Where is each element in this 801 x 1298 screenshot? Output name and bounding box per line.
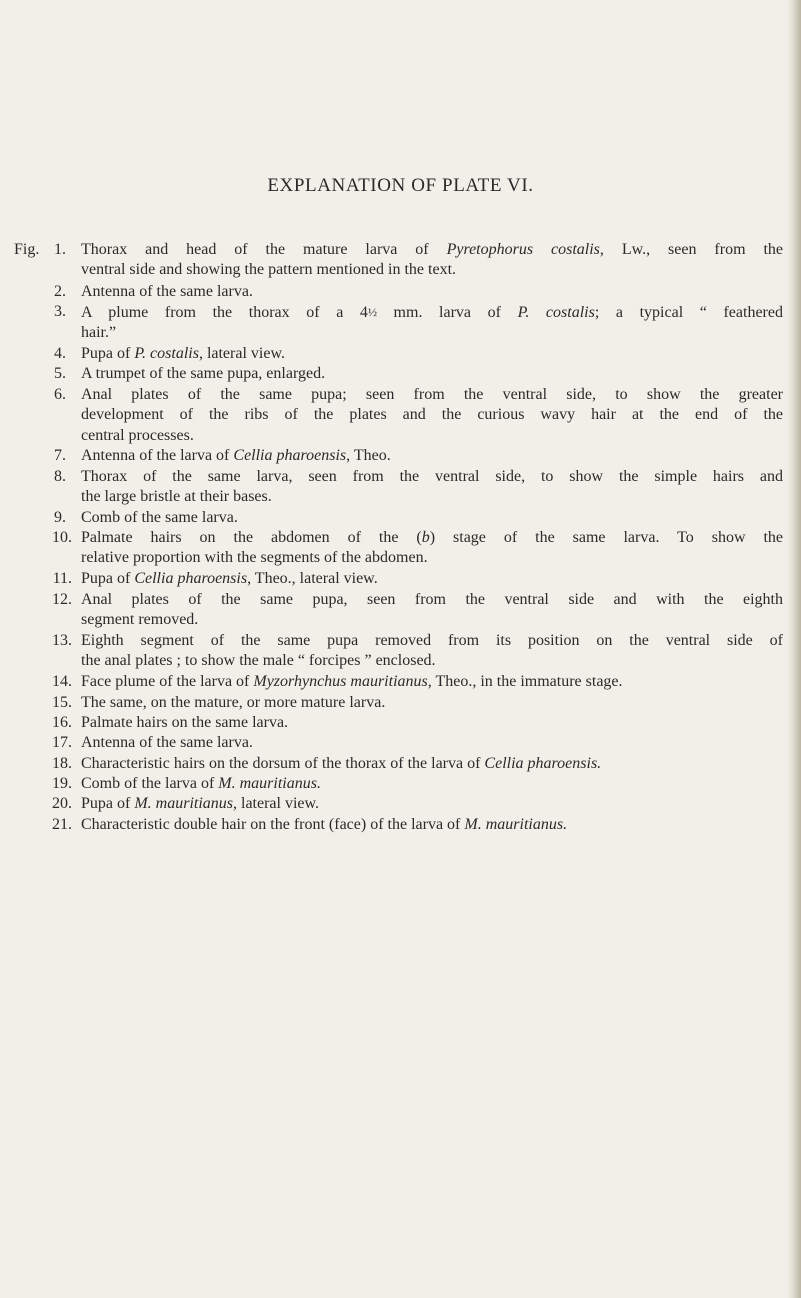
description-line: ventral side and showing the pattern mentioned in the text. — [81, 261, 457, 279]
figure-number: 16. — [52, 714, 72, 731]
description-line: A plume from the thorax of a 4½ mm. larva of P. costalis; a typical “ feathered — [81, 304, 783, 321]
figure-description — [81, 631, 783, 672]
figure-entry — [14, 590, 784, 631]
figure-description — [81, 672, 783, 692]
figure-number: 11. — [52, 570, 72, 587]
figure-description — [81, 794, 783, 814]
figure-description — [81, 240, 783, 281]
figure-entry — [14, 815, 784, 835]
figure-description — [81, 364, 783, 384]
figure-entry — [14, 508, 784, 528]
description-line: the anal plates ; to show the male “ forcipes ” enclosed. — [81, 652, 436, 670]
figure-description — [81, 590, 783, 631]
description-line: Palmate hairs on the same larva. — [81, 714, 289, 731]
figure-description — [81, 302, 783, 344]
figure-entry — [14, 672, 784, 692]
description-line: Pupa of M. mauritianus, lateral view. — [81, 795, 320, 812]
figure-entry — [14, 754, 784, 774]
figure-number: 10. — [52, 529, 72, 546]
figure-entry — [14, 794, 784, 814]
figure-number: 1. — [54, 241, 66, 258]
description-line: Face plume of the larva of Myzorhynchus mauritianus, Theo., in the immature stage. — [81, 673, 623, 690]
description-line: central processes. — [81, 426, 194, 444]
description-line: Comb of the same larva. — [81, 509, 238, 526]
description-line: Anal plates of the same pupa; seen from the ventral side, to show the greater — [81, 386, 783, 403]
figure-number: 17. — [52, 734, 72, 751]
description-line: Eighth segment of the same pupa removed from its position on the ventral side of — [81, 632, 783, 649]
description-line: Antenna of the larva of Cellia pharoensis, Theo. — [81, 447, 391, 464]
figure-entry — [14, 467, 784, 508]
figure-entry — [14, 693, 784, 713]
figure-number: 21. — [52, 816, 72, 833]
description-line: Characteristic double hair on the front (face) of the larva of M. mauritianus. — [81, 816, 568, 833]
description-line: Thorax and head of the mature larva of Pyretophorus costalis, Lw., seen from the — [81, 241, 783, 258]
figure-description — [81, 713, 783, 733]
description-line: Thorax of the same larva, seen from the ventral side, to show the simple hairs and — [81, 468, 783, 485]
figure-number: 9. — [54, 509, 66, 526]
figure-entry — [14, 344, 784, 364]
figure-description — [81, 774, 783, 794]
figure-entry — [14, 446, 784, 466]
figure-number: 15. — [52, 694, 72, 711]
description-line: Antenna of the same larva. — [81, 283, 253, 300]
figure-entry — [14, 302, 784, 343]
figure-description — [81, 528, 783, 569]
figure-number: 8. — [54, 468, 66, 485]
description-line: Antenna of the same larva. — [81, 734, 253, 751]
figure-description — [81, 385, 783, 446]
description-line: Comb of the larva of M. mauritianus. — [81, 775, 321, 792]
description-line: relative proportion with the segments of the abdomen. — [81, 549, 428, 567]
description-line: Pupa of P. costalis, lateral view. — [81, 345, 285, 362]
figure-number: 14. — [52, 673, 72, 690]
description-line: Characteristic hairs on the dorsum of the thorax of the larva of Cellia pharoensis. — [81, 755, 602, 772]
figure-number: 18. — [52, 755, 72, 772]
description-line: hair.” — [81, 324, 117, 342]
figure-entry — [14, 282, 784, 302]
page-title: EXPLANATION OF PLATE VI. — [267, 175, 534, 196]
description-line: Palmate hairs on the abdomen of the (b) stage of the same larva. To show the — [81, 529, 784, 546]
figure-entry — [14, 774, 784, 794]
figure-description — [81, 282, 783, 302]
description-line: development of the ribs of the plates and the curious wavy hair at the end of the — [81, 406, 783, 424]
figure-entry — [14, 385, 784, 446]
description-line: segment removed. — [81, 611, 199, 629]
figure-number: 12. — [52, 591, 72, 608]
figure-entry — [14, 713, 784, 733]
figure-description — [81, 446, 783, 466]
figure-number: 6. — [54, 386, 66, 403]
figure-description — [81, 508, 783, 528]
description-line: Pupa of Cellia pharoensis, Theo., lateral view. — [81, 570, 378, 587]
figure-entry — [14, 733, 784, 753]
figure-entry — [14, 569, 784, 589]
figure-number: 20. — [52, 795, 72, 812]
description-line: The same, on the mature, or more mature larva. — [81, 694, 386, 711]
figure-description — [81, 754, 783, 774]
figure-description — [81, 815, 783, 835]
description-line: Anal plates of the same pupa, seen from the ventral side and with the eighth — [81, 591, 783, 608]
figure-description — [81, 733, 783, 753]
figure-entry — [14, 631, 784, 672]
figure-description — [81, 693, 783, 713]
figure-number: 19. — [52, 775, 72, 792]
figure-description — [81, 467, 783, 508]
figure-number: 2. — [54, 283, 66, 300]
figure-number: 13. — [52, 632, 72, 649]
figure-number: 5. — [54, 365, 66, 382]
description-line: the large bristle at their bases. — [81, 488, 272, 506]
figure-entry — [14, 364, 784, 384]
figure-entry — [14, 240, 784, 281]
figure-entry — [14, 528, 784, 569]
description-line: A trumpet of the same pupa, enlarged. — [81, 365, 326, 382]
fig-label: Fig. — [14, 241, 40, 258]
figure-number: 7. — [54, 447, 66, 464]
figure-number: 3. — [54, 303, 66, 320]
figure-number: 4. — [54, 345, 66, 362]
figure-description — [81, 569, 783, 589]
figure-description — [81, 344, 783, 364]
